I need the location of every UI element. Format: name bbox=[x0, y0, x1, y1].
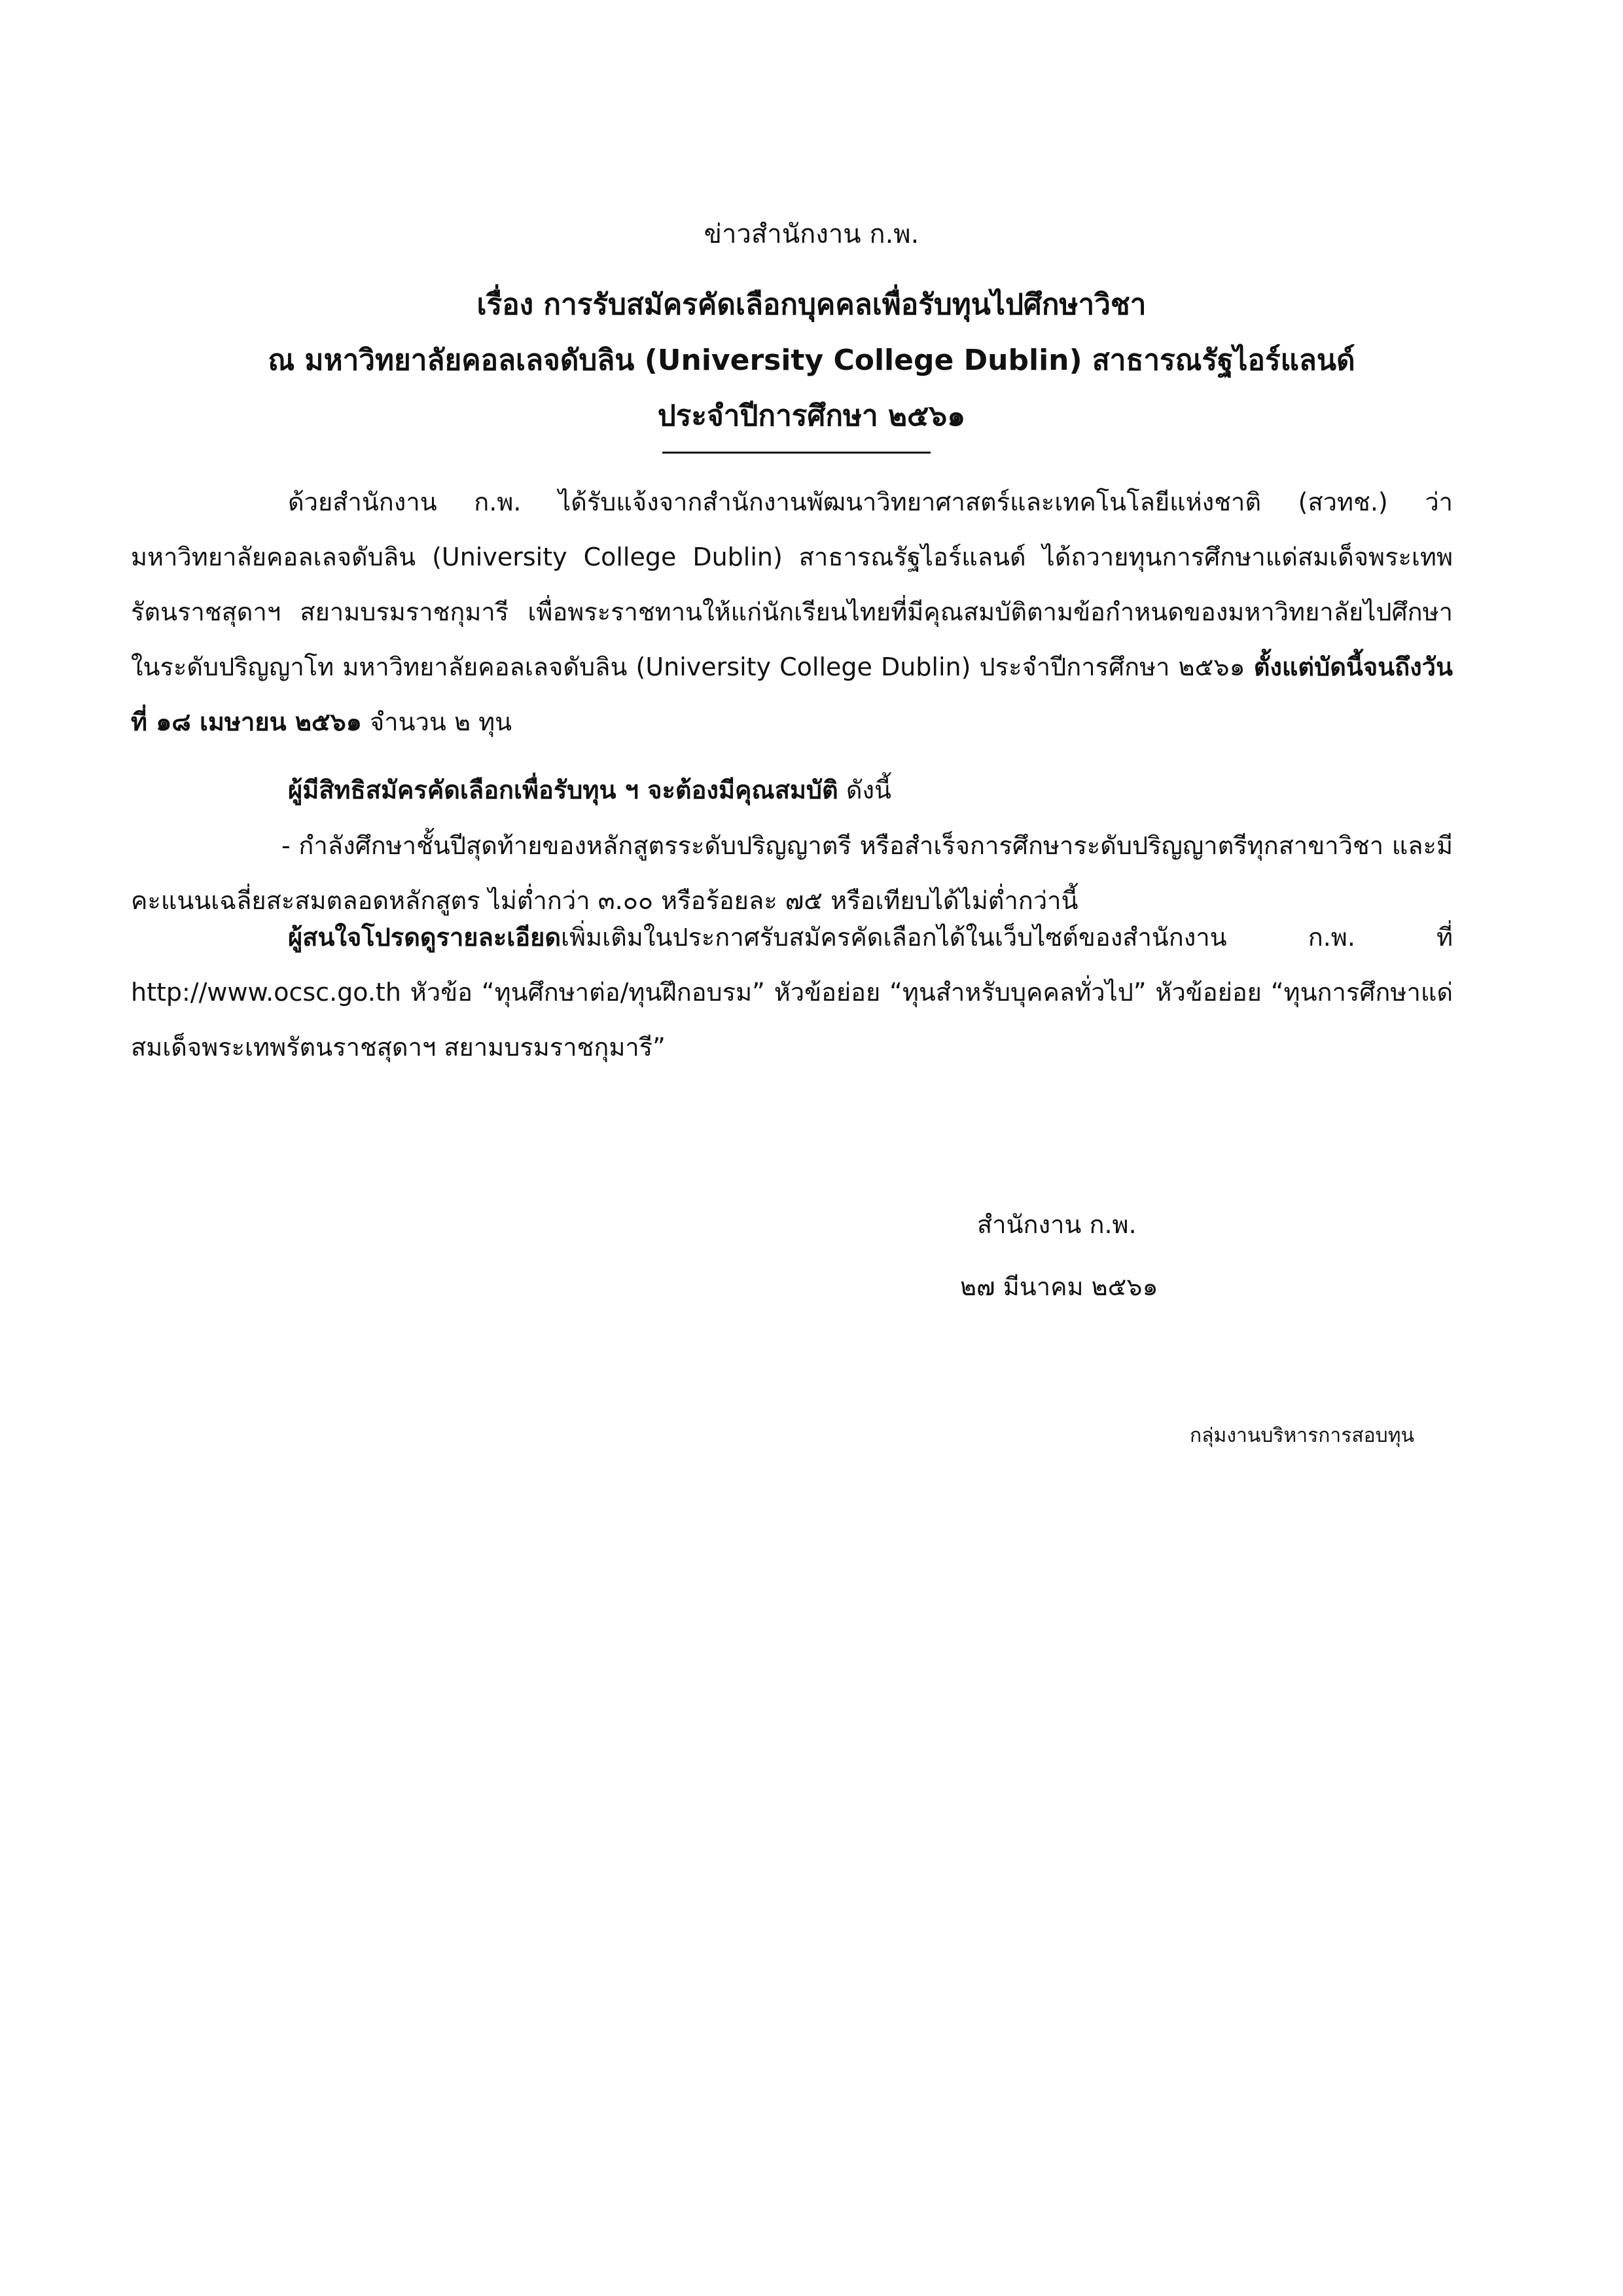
details-bold: ผู้สนใจโปรดดูรายละเอียด bbox=[288, 923, 562, 952]
signature-office: สำนักงาน ก.พ. bbox=[977, 1210, 1137, 1239]
subject-line-3: ประจำปีการศึกษา ๒๕๖๑ bbox=[657, 399, 966, 433]
subject-line-2: ณ มหาวิทยาลัยคอลเลจดับลิน (University College Dublin) สาธารณรัฐไอร์แลนด์ bbox=[268, 344, 1355, 377]
signature-date: ๒๗ มีนาคม ๒๕๖๑ bbox=[960, 1272, 1158, 1301]
qualification-item-text: - กำลังศึกษาชั้นปีสุดท้ายของหลักสูตรระดับปริญญาตรี หรือสำเร็จการศึกษาระดับปริญญาตรีทุกสาขาวิชา และมีคะแนนเฉลี่ยสะสมตลอดหลักสูตร ไม่ต่ำกว่า ๓.๐๐ หรือร้อยละ ๗๕ หรือเทียบได้ไม่ต่ำกว่านี้ bbox=[131, 831, 1453, 915]
details-text: เพิ่มเติมในประกาศรับสมัครคัดเลือกได้ในเว็บไซต์ของสำนักงาน ก.พ. ที่ http://www.ocsc.go.th หัวข้อ “ทุนศึกษาต่อ/ทุนฝึกอบรม” หัวข้อย่อย “ทุนสำหรับบุคคลทั่วไป” หัวข้อย่อย “ทุนการศึกษาแด่สมเด็จพระเทพรัตนราชสุดาฯ สยามบรมราชกุมารี” bbox=[131, 923, 1453, 1062]
application-period: ตั้งแต่บัดนี้จนถึงวันที่ ๑๘ เมษายน ๒๕๖๑ bbox=[131, 653, 1453, 736]
subject-line-1: เรื่อง การรับสมัครคัดเลือกบุคคลเพื่อรับทุนไปศึกษาวิชา bbox=[476, 288, 1147, 321]
details-paragraph bbox=[131, 910, 1453, 1075]
announcement-paragraph bbox=[131, 475, 1453, 749]
qualification-heading-bold: ผู้มีสิทธิสมัครคัดเลือกเพื่อรับทุน ฯ จะต้องมีคุณสมบัติ bbox=[288, 776, 838, 804]
paragraph1-text: ด้วยสำนักงาน ก.พ. ได้รับแจ้งจากสำนักงานพัฒนาวิทยาศาสตร์และเทคโนโลยีแห่งชาติ (สวทช.) ว่ามหาวิทยาลัยคอลเลจดับลิน (University College Dublin) สาธารณรัฐไอร์แลนด์ ได้ถวายทุนการศึกษาแด่สมเด็จพระเทพรัตนราชสุดาฯ สยามบรมราชกุมารี เพื่อพระราชทานให้แก่นักเรียนไทยที่มีคุณสมบัติตามข้อกำหนดของมหาวิทยาลัยไปศึกษาในระดับปริญญาโท มหาวิทยาลัยคอลเลจดับลิน (University College Dublin) ประจำปีการศึกษา ๒๕๖๑ bbox=[131, 488, 1453, 681]
qualification-heading bbox=[131, 762, 1453, 817]
scholarship-count: จำนวน ๒ ทุน bbox=[361, 708, 512, 736]
title-divider bbox=[662, 452, 931, 454]
news-title: ข่าวสำนักงาน ก.พ. bbox=[704, 219, 919, 249]
qualification-heading-tail: ดังนี้ bbox=[838, 776, 892, 804]
responsible-unit: กลุ่มงานบริหารการสอบทุน bbox=[1190, 1424, 1414, 1447]
